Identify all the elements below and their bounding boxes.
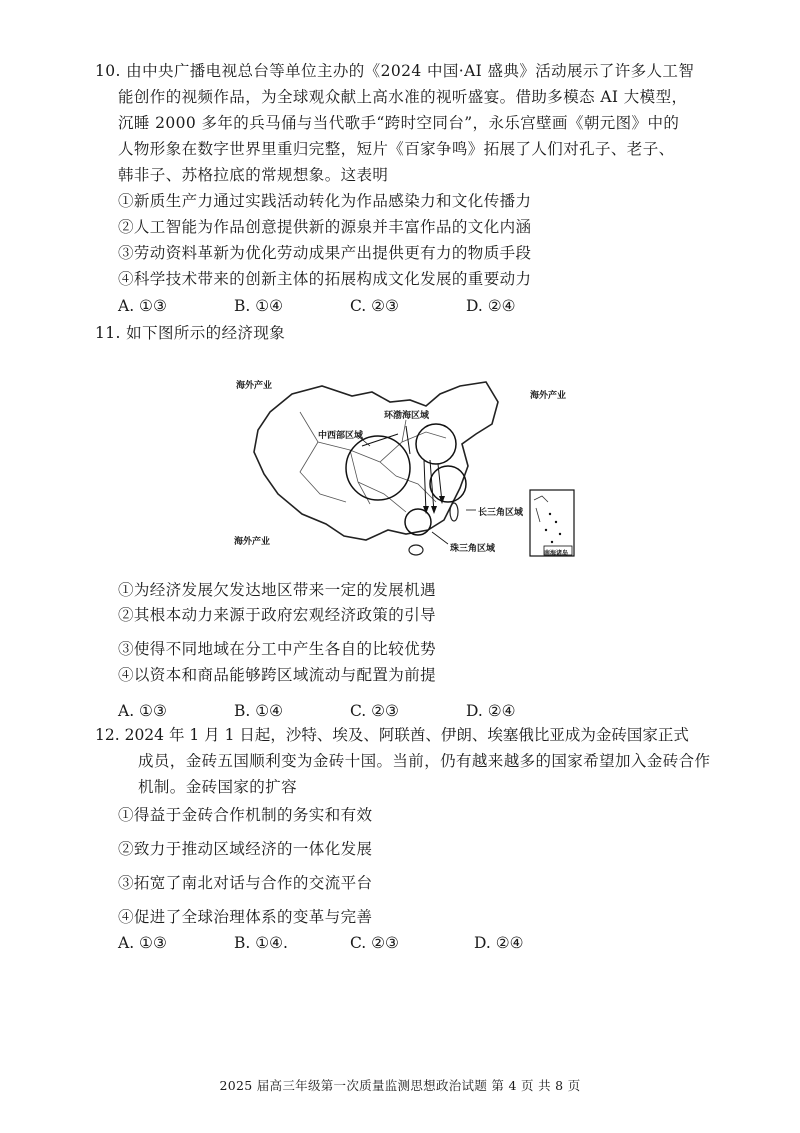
q10-option-a[interactable]: A. ①③ [118,297,167,315]
label-overseas-nw: 海外产业 [236,381,273,391]
label-overseas-ne: 海外产业 [530,391,567,401]
q11-statement-4: ④以资本和商品能够跨区域流动与配置为前提 [118,666,437,684]
q10-option-c[interactable]: C. ②③ [350,297,399,315]
q12-statement-1: ①得益于金砖合作机制的务实和有效 [118,806,373,824]
label-central-west: 中西部区域 [318,431,364,441]
taiwan-island [450,503,458,521]
q12-stem-line-1: 12. 2024 年 1 月 1 日起，沙特、埃及、阿联酋、伊朗、埃塞俄比亚成为金砖国家正式 [95,726,689,744]
hainan-island [409,545,423,555]
q11-statement-3: ③使得不同地域在分工中产生各自的比较优势 [118,640,437,658]
q10-option-b[interactable]: B. ①④ [234,297,284,315]
q11-option-c[interactable]: C. ②③ [350,702,399,720]
china-outline [254,382,498,540]
q10-stem-line-1: 10. 由中央广播电视总台等单位主办的《2024 中国·AI 盛典》活动展示了许多人工智 [95,62,695,80]
label-south-sea: 南海诸岛 [544,550,569,557]
q11-option-b[interactable]: B. ①④ [234,702,284,720]
q10-stem-line-4: 人物形象在数字世界里重归完整，短片《百家争鸣》拓展了人们对孔子、老子、 [118,140,675,158]
q10-stem-line-2: 能创作的视频作品，为全球观众献上高水准的视听盛宴。借助多模态 AI 大模型， [118,88,688,106]
label-overseas-sw: 海外产业 [234,537,271,547]
q12-option-a[interactable]: A. ①③ [118,934,167,952]
page-footer: 2025 届高三年级第一次质量监测思想政治试题 第 4 页 共 8 页 [219,1078,581,1093]
label-pearl: 珠三角区域 [450,544,496,554]
label-yangtze: 长三角区域 [478,508,524,518]
q11-option-a[interactable]: A. ①③ [118,702,167,720]
central-west-circle [346,436,410,500]
q10-stem-line-3: 沉睡 2000 多年的兵马俑与当代歌手“跨时空同台”，永乐宫壁画《朝元图》中的 [118,114,680,132]
arrowheads [423,496,445,514]
q12-stem-line-2: 成员，金砖五国顺利变为金砖十国。当前，仍有越来越多的国家希望加入金砖合作 [138,752,711,770]
q10-option-d[interactable]: D. ②④ [466,297,516,315]
q11-option-d[interactable]: D. ②④ [466,702,516,720]
q12-option-c[interactable]: C. ②③ [350,934,399,952]
bohai-circle [416,424,456,464]
q11-statement-1: ①为经济发展欠发达地区带来一定的发展机遇 [118,581,437,599]
q12-statement-3: ③拓宽了南北对话与合作的交流平台 [118,874,373,892]
q11-stem: 11. 如下图所示的经济现象 [95,324,286,342]
q10-statement-4: ④科学技术带来的创新主体的拓展构成文化发展的重要动力 [118,270,532,288]
q12-option-d[interactable]: D. ②④ [474,934,524,952]
economic-map [230,372,585,567]
label-bohai: 环渤海区域 [384,411,430,421]
q12-statement-2: ②致力于推动区域经济的一体化发展 [118,840,373,858]
q12-statement-4: ④促进了全球治理体系的变革与完善 [118,908,373,926]
q10-statement-3: ③劳动资料革新为优化劳动成果产出提供更有力的物质手段 [118,244,532,262]
q11-statement-2: ②其根本动力来源于政府宏观经济政策的引导 [118,606,437,624]
q12-stem-line-3: 机制。金砖国家的扩容 [138,778,298,796]
q10-statement-1: ①新质生产力通过实践活动转化为作品感染力和文化传播力 [118,192,532,210]
yangtze-circle [430,466,466,502]
china-map-figure [230,372,585,567]
q12-option-b[interactable]: B. ①④. [234,934,288,952]
q10-statement-2: ②人工智能为作品创意提供新的源泉并丰富作品的文化内涵 [118,218,532,236]
q10-stem-line-5: 韩非子、苏格拉底的常规想象。这表明 [118,166,389,184]
